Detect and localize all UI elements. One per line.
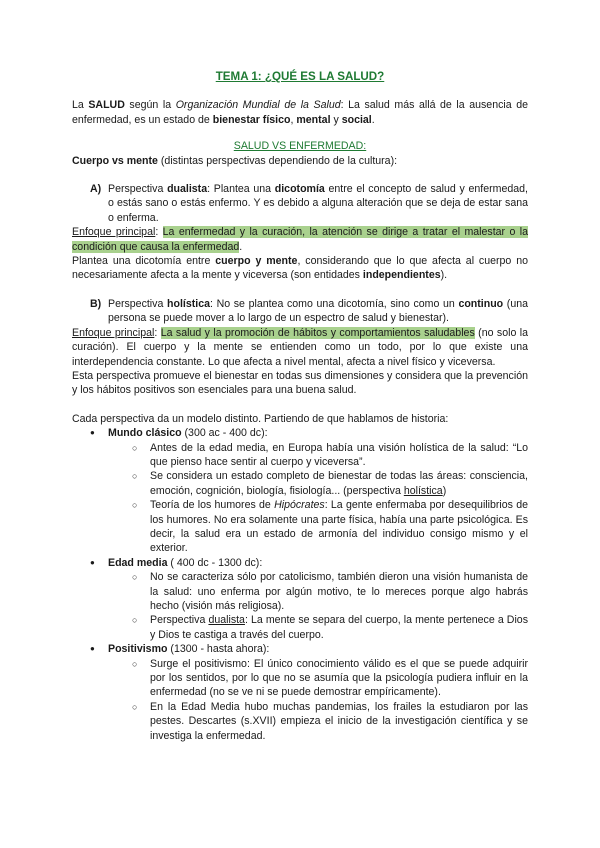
intro-paragraph xyxy=(72,98,528,127)
intro-text: según la xyxy=(124,99,176,112)
text: : La gente enfermaba por desequilibrios de los humores. No era solamente una parte física, había una parte psicológica. Es decir, la salud era un estado de armonía del individuo consigo mismo y el exterior. xyxy=(150,499,529,555)
enfoque-label: Enfoque principal xyxy=(72,226,156,239)
text: . xyxy=(239,240,243,253)
dicotomia-paragraph xyxy=(72,254,528,283)
term-dualista-underlined: dualista xyxy=(208,614,245,627)
period-range: (1300 - hasta ahora): xyxy=(167,643,270,656)
text: : xyxy=(154,326,161,339)
intro-text: , xyxy=(290,113,297,126)
list-item: ○ Surge el positivismo: El único conocimiento válido es el que se puede adquirir por los sentidos, por lo que no se asumía que la psicología pudiera influir en la enfermedad (no se ve ni se puede demostrar empíricamente). xyxy=(132,657,528,700)
highlight-text: La salud y la promoción de hábitos y comportamientos saludables xyxy=(160,326,475,339)
period-positivismo xyxy=(90,642,528,743)
text: : xyxy=(155,226,163,239)
cuerpo-mente-text: (distintas perspectivas dependiendo de la cultura): xyxy=(157,154,398,167)
text: Perspectiva xyxy=(108,297,167,310)
document-page xyxy=(72,70,528,743)
list-item: ○ No se caracteriza sólo por catolicismo, también dieron una visión humanista de la salud: uno enferma por algún motivo, te lo mereces porque algo habrás hecho (visión más religiosa). xyxy=(132,570,528,613)
text: ). xyxy=(440,269,448,282)
intro-text: . xyxy=(371,113,375,126)
marker-a: A) xyxy=(90,183,102,196)
text: : No se plantea como una dicotomía, sino como un xyxy=(209,297,459,310)
enfoque-a xyxy=(72,225,528,254)
cuerpo-mente-line xyxy=(72,154,528,168)
period-range: ( 400 dc - 1300 dc): xyxy=(167,556,263,569)
list-item xyxy=(132,498,528,556)
term-holistica: holística xyxy=(167,297,210,310)
list-item: ○ Antes de la edad media, en Europa había una visión holística de la salud: “Lo que pienso hace sentir al cuerpo y viceversa”. xyxy=(132,441,528,470)
intro-bienestar: bienestar físico xyxy=(212,113,291,126)
term-continuo: continuo xyxy=(458,297,504,310)
period-clasico xyxy=(90,426,528,556)
period-name: Positivismo xyxy=(108,643,168,656)
list-item xyxy=(132,469,528,498)
document-title: TEMA 1: ¿QUÉ ES LA SALUD? xyxy=(215,70,385,83)
intro-salud: SALUD xyxy=(88,99,125,112)
term-cuerpo-mente: cuerpo y mente xyxy=(215,255,298,268)
perspective-a-text xyxy=(108,182,528,225)
perspective-a xyxy=(90,182,528,225)
term-dualista: dualista xyxy=(167,183,208,196)
sub-list xyxy=(108,657,528,743)
text: Perspectiva xyxy=(108,183,168,196)
perspective-b-text xyxy=(108,297,528,326)
text: Se considera un estado completo de bienestar de todas las áreas: consciencia, emoción, cognición, biología, fisiología... (perspectiva xyxy=(150,470,528,497)
list-item xyxy=(132,613,528,642)
bienestar-paragraph: Esta perspectiva promueve el bienestar en todas sus dimensiones y considera que la prevención y los hábitos positivos son esenciales para una buena salud. xyxy=(72,369,528,397)
term-holistica-underlined: holística xyxy=(403,484,443,497)
highlight-text: La enfermedad y la curación, la atención se dirige a tratar el malestar o la condición que causa la enfermedad xyxy=(72,226,528,253)
enfoque-label: Enfoque principal xyxy=(72,326,155,339)
cuerpo-mente-bold: Cuerpo vs mente xyxy=(72,154,158,167)
period-edad-media xyxy=(90,556,528,642)
text: , considerando que lo que afecta al cuerpo no necesariamente afecta a la mente y viceversa (son entidades xyxy=(72,255,528,282)
modelos-intro: Cada perspectiva da un modelo distinto. Partiendo de que hablamos de historia: xyxy=(72,412,449,425)
intro-text: : La salud más allá de la ausencia de enfermedad, es un estado de xyxy=(72,99,528,126)
perspective-b xyxy=(90,297,528,326)
text: Plantea una dicotomía entre xyxy=(72,255,216,268)
intro-text: y xyxy=(330,113,342,126)
sub-list xyxy=(108,570,528,642)
period-name: Edad media xyxy=(108,556,168,569)
intro-mental: mental xyxy=(296,113,331,126)
period-name: Mundo clásico xyxy=(108,427,182,440)
text: ) xyxy=(442,484,447,497)
intro-text: La xyxy=(72,99,89,112)
sub-list xyxy=(108,441,528,556)
marker-b: B) xyxy=(90,297,102,310)
text: : Plantea una xyxy=(207,183,275,196)
text: (una persona se puede mover a lo largo de un espectro de salud y bienestar). xyxy=(108,297,529,325)
section-subtitle: SALUD VS ENFERMEDAD: xyxy=(233,140,367,153)
term-independientes: independientes xyxy=(362,269,441,282)
intro-social: social xyxy=(341,113,372,126)
text: : La mente se separa del cuerpo, la mente pertenece a Dios y Dios te castiga a través del cuerpo. xyxy=(150,614,528,641)
intro-oms: Organización Mundial de la Salud xyxy=(175,99,341,112)
text: (no solo la curación). El cuerpo y la mente se entienden como un todo, por lo que existe una interdependencia constante. Lo que afecta a nivel mental, afecta a nivel físico y viceversa. xyxy=(72,326,528,368)
term-dicotomia: dicotomía xyxy=(274,183,325,196)
text: entre el concepto de salud y enfermedad, o estás sano o estás enfermo. Y es debido a alguna alteración que se deja de estar sana o enferma. xyxy=(108,183,528,224)
text: Teoría de los humores de xyxy=(150,499,275,512)
period-range: (300 ac - 400 dc): xyxy=(181,427,268,440)
list-item: ○ En la Edad Media hubo muchas pandemias, los frailes la estudiaron por las pestes. Descartes (s.XVII) empieza el inicio de la investigación científica y se investiga la enfermedad. xyxy=(132,700,528,743)
enfoque-b xyxy=(72,326,528,369)
term-hipocrates: Hipócrates xyxy=(274,499,325,512)
periods-list xyxy=(72,426,528,743)
text: Perspectiva xyxy=(150,614,209,627)
